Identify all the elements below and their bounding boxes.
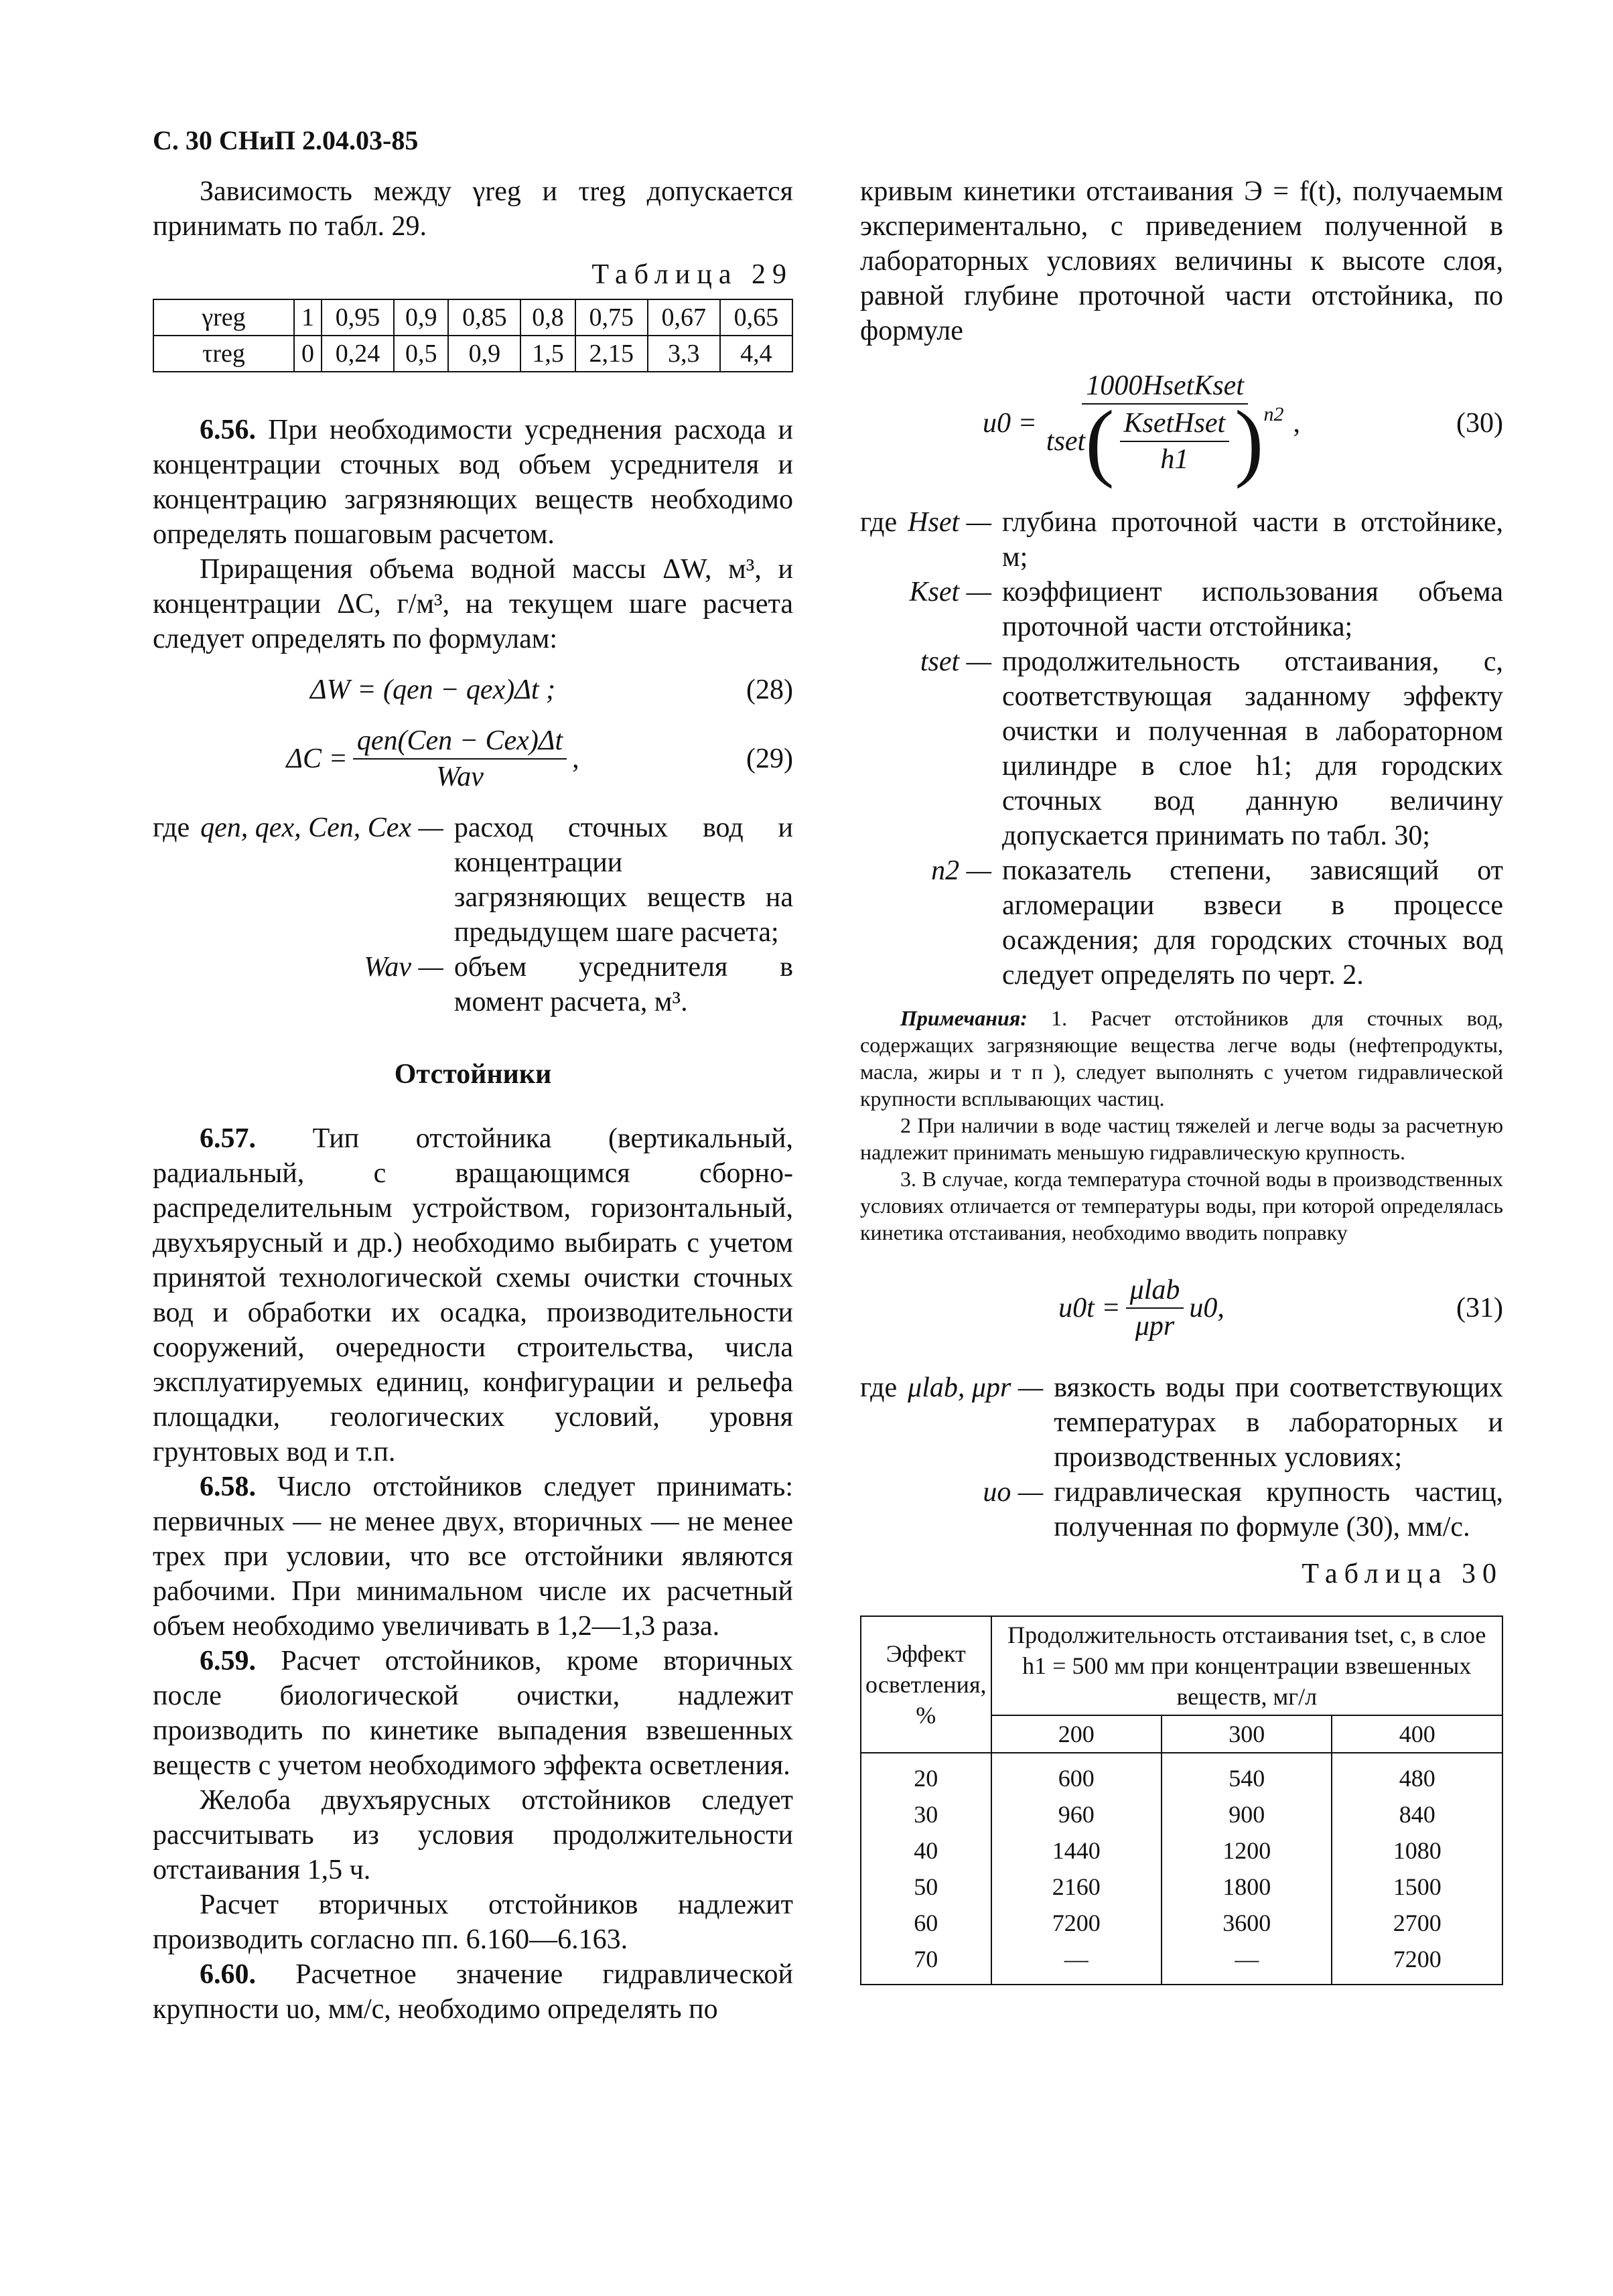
table-cell: 1800 — [1162, 1869, 1332, 1905]
table-cell: 50 — [861, 1869, 991, 1905]
table-29-cell: 0,9 — [394, 299, 448, 336]
table-cell: 900 — [1162, 1796, 1332, 1833]
table-30-conc: 400 — [1332, 1715, 1502, 1753]
clause-number: 6.57. — [200, 1123, 256, 1154]
clause-text: Число отстойников следует принимать: первичных — не менее двух, вторичных — не менее трех при условии, что все отстойники являются рабочими. При минимальном числе их расчетный объем необходимо увеличивать в 1,2—1,3 раза. — [153, 1472, 794, 1642]
where-description: глубина проточной части в отстойнике, м; — [1002, 507, 1503, 573]
clause-text: При необходимости усреднения расхода и концентрации сточных вод объем усреднителя и концентрацию загрязняющих веществ необходимо определять пошаговым расчетом. — [153, 415, 793, 550]
where-symbol: uо — — [983, 1477, 1044, 1508]
table-29-cell: 0 — [294, 336, 322, 372]
note-1 — [860, 1005, 1503, 1112]
table-cell: — — [991, 1941, 1162, 1985]
where-description: вязкость воды при соответствующих температурах в лабораторных и производственных условиях; — [1054, 1372, 1503, 1473]
formula-31-denominator: μpr — [1135, 1311, 1175, 1342]
where-description: гидравлическая крупность частиц, полученная по формуле (30), мм/с. — [1054, 1477, 1503, 1542]
formula-29-lhs: ΔC = — [286, 743, 348, 774]
where-symbol: tset — — [920, 646, 991, 677]
clause-number: 6.59. — [200, 1646, 256, 1676]
table-cell: 600 — [991, 1753, 1162, 1796]
notes-block — [860, 1005, 1503, 1246]
paragraph-6-58 — [153, 1469, 793, 1644]
table-cell: 3600 — [1162, 1905, 1332, 1941]
formula-29 — [153, 723, 793, 794]
table-cell: 2160 — [991, 1869, 1162, 1905]
formula-31 — [860, 1273, 1503, 1344]
paragraph-6-57 — [153, 1121, 793, 1469]
note-2: 2 При наличии в воде частиц тяжелей и легче воды за расчетную надлежит принимать меньшую гидравлическую крупность. — [860, 1113, 1503, 1164]
notes-label: Примечания: — [900, 1006, 1028, 1030]
table-30-head-duration: Продолжительность отстаивания tset, с, в слое h1 = 500 мм при концентрации взвешенных веществ, мг/л — [991, 1616, 1502, 1715]
formula-31-number: (31) — [1456, 1293, 1503, 1323]
paragraph-6-56-b: Приращения объема водной массы ΔW, м³, и концентрации ΔC, г/м³, на текущем шаге расчета следует определять по формулам: — [153, 554, 793, 654]
table-29-cell: 1 — [294, 299, 322, 336]
table-row — [861, 1869, 1502, 1905]
where-symbol: qen, qex, Cen, Cex — — [200, 812, 443, 843]
where-lead: где — [860, 507, 898, 538]
table-29-cell: 0,67 — [648, 299, 720, 336]
formula-30-den-t: tset — [1046, 426, 1086, 457]
where-description: показатель степени, зависящий от агломерации взвеси в процессе осаждения; для городских сточных вод следует определять по черт. 2. — [1002, 855, 1503, 991]
formula-30-denominator — [1042, 393, 1288, 490]
where-block-31 — [860, 1370, 1503, 1545]
table-29-cell: 0,24 — [322, 336, 394, 372]
table-30-conc: 300 — [1162, 1715, 1332, 1753]
page-header: С. 30 СНиП 2.04.03-85 — [153, 125, 419, 155]
where-lead: где — [153, 812, 190, 843]
table-29-cell: 0,85 — [448, 299, 520, 336]
close-paren: ) — [1235, 393, 1264, 490]
formula-30-lhs: u0 = — [983, 408, 1037, 439]
clause-text: Расчетное значение гидравлической крупности uо, мм/с, необходимо определять по — [153, 1959, 793, 2025]
right-column — [860, 174, 1503, 1985]
table-29-cell: 0,75 — [575, 299, 648, 336]
table-cell: 1440 — [991, 1833, 1162, 1869]
formula-28-number: (28) — [746, 674, 793, 705]
table-row — [861, 1833, 1502, 1869]
table-29-cell: 4,4 — [720, 336, 792, 372]
table-29-cell: 0,8 — [520, 299, 575, 336]
table-cell: 540 — [1162, 1753, 1332, 1796]
formula-30-inner-numerator: KsetHset — [1120, 406, 1230, 442]
formula-31-numerator: μlab — [1126, 1273, 1184, 1309]
table-cell: 40 — [861, 1833, 991, 1869]
note-text: 1. Расчет отстойников для сточных вод, содержащих загрязняющие вещества легче воды (нефтепродукты, масла, жиры и т п ), следует выполнять с учетом гидравлической крупности всплывающих частиц. — [860, 1006, 1504, 1110]
intro-paragraph: Зависимость между γreg и τreg допускается принимать по табл. 29. — [153, 176, 793, 242]
open-paren: ( — [1085, 393, 1115, 490]
left-column — [153, 174, 793, 2027]
table-cell: 30 — [861, 1796, 991, 1833]
table-row — [861, 1753, 1502, 1796]
formula-29-numerator: qen(Cen − Cex)Δt — [353, 723, 567, 760]
where-description: продолжительность отстаивания, с, соответствующая заданному эффекту очистки и полученная в лабораторном цилиндре в слое h1; для городских сточных вод данную величину допускается принимать по табл. 30; — [1002, 646, 1503, 851]
paragraph-6-60 — [153, 1957, 793, 2027]
table-30-header-row — [861, 1616, 1502, 1715]
table-row — [861, 1941, 1502, 1985]
table-cell: 2700 — [1332, 1905, 1502, 1941]
table-29-cell: 0,5 — [394, 336, 448, 372]
table-row — [861, 1796, 1502, 1833]
formula-30 — [860, 368, 1503, 490]
clause-number: 6.58. — [200, 1472, 256, 1502]
table-29-row-gamma — [153, 299, 792, 336]
clause-number: 6.56. — [200, 415, 256, 445]
formula-29-denominator: Wav — [436, 762, 484, 792]
paragraph-6-59-c: Расчет вторичных отстойников надлежит производить согласно пп. 6.160—6.163. — [153, 1889, 793, 1955]
table-cell: 70 — [861, 1941, 991, 1985]
formula-30-exponent: n2 — [1263, 403, 1284, 425]
table-cell: 7200 — [1332, 1941, 1502, 1985]
table-cell: 840 — [1332, 1796, 1502, 1833]
table-cell: 20 — [861, 1753, 991, 1796]
table-cell: 960 — [991, 1796, 1162, 1833]
where-description: расход сточных вод и концентрации загрязняющих веществ на предыдущем шаге расчета; — [453, 812, 793, 948]
formula-31-tail: u0, — [1189, 1293, 1224, 1323]
table-30-conc: 200 — [991, 1715, 1162, 1753]
formula-31-fraction — [1126, 1273, 1184, 1344]
table-cell: 1080 — [1332, 1833, 1502, 1869]
table-29-cell: 0,95 — [322, 299, 394, 336]
paragraph-6-59-b: Желоба двухъярусных отстойников следует рассчитывать из условия продолжительности отстаивания 1,5 ч. — [153, 1785, 793, 1885]
table-29-cell: 1,5 — [520, 336, 575, 372]
table-29-cell: 3,3 — [648, 336, 720, 372]
table-cell: 7200 — [991, 1905, 1162, 1941]
table-row — [861, 1905, 1502, 1941]
note-3: 3. В случае, когда температура сточной воды в производственных условиях отличается от температуры воды, при которой определялась кинетика отстаивания, необходимо вводить поправку — [860, 1167, 1503, 1244]
formula-30-inner-fraction — [1120, 406, 1230, 477]
where-symbol: n2 — — [931, 855, 991, 886]
clause-number: 6.60. — [200, 1959, 256, 1990]
formula-30-number: (30) — [1456, 408, 1503, 439]
where-block-30 — [860, 505, 1503, 993]
table-29-cell: 0,9 — [448, 336, 520, 372]
table-29-head-gamma: γreg — [153, 299, 294, 336]
table-cell: 480 — [1332, 1753, 1502, 1796]
formula-30-numerator: 1000HsetKset — [1082, 368, 1248, 405]
table-29-cell: 2,15 — [575, 336, 648, 372]
formula-30-tail: , — [1293, 408, 1300, 439]
table-29 — [153, 299, 793, 372]
table-29-row-tau — [153, 336, 792, 372]
where-description: объем усреднителя в момент расчета, м³. — [453, 952, 793, 1017]
table-29-caption: Таблица 29 — [591, 259, 793, 290]
table-30 — [860, 1616, 1503, 1985]
formula-31-lhs: u0t = — [1058, 1293, 1121, 1323]
formula-30-fraction — [1042, 368, 1288, 490]
formula-28-expr: ΔW = (qen − qex)Δt ; — [309, 674, 556, 705]
formula-30-inner-denominator: h1 — [1160, 444, 1189, 475]
paragraph-6-56 — [153, 413, 793, 552]
table-cell: 1200 — [1162, 1833, 1332, 1869]
where-symbol: Wav — — [364, 952, 443, 983]
table-cell: — — [1162, 1941, 1332, 1985]
clause-text: Тип отстойника (вертикальный, радиальный, с вращающимся сборно-распределительным устройством, горизонтальный, двухъярусный и др.) необходимо выбирать с учетом принятой технологической схемы очистки сточных вод и обработки их осадка, производительности сооружений, очередности строительства, числа эксплуатируемых единиц, конфигурации и рельефа площадки, геологических условий, уровня грунтовых вод и т.п. — [153, 1123, 793, 1467]
formula-29-fraction — [353, 723, 567, 794]
formula-28 — [153, 672, 793, 707]
where-symbol: Kset — — [909, 577, 991, 607]
where-lead: где — [860, 1372, 898, 1403]
table-30-head-effect: Эффект осветления, % — [861, 1616, 991, 1753]
where-block-29 — [153, 810, 793, 1019]
table-cell: 60 — [861, 1905, 991, 1941]
table-cell: 1500 — [1332, 1869, 1502, 1905]
where-symbol: μlab, μpr — — [908, 1372, 1044, 1403]
clause-text: Расчет отстойников, кроме вторичных после биологической очистки, надлежит производить по кинетике выпадения взвешенных веществ с учетом необходимого эффекта осветления. — [153, 1646, 794, 1781]
table-29-cell: 0,65 — [720, 299, 792, 336]
formula-29-number: (29) — [746, 743, 793, 774]
formula-29-tail: , — [572, 743, 579, 774]
section-title: Отстойники — [394, 1059, 552, 1090]
continuation-paragraph: кривым кинетики отстаивания Э = f(t), получаемым экспериментально, с приведением полученной в лабораторных условиях величины к высоте слоя, равной глубине проточной части отстойника, по формуле — [860, 176, 1503, 346]
where-symbol: Hset — — [908, 507, 991, 538]
table-29-head-tau: τreg — [153, 336, 294, 372]
where-description: коэффициент использования объема проточной части отстойника; — [1002, 577, 1503, 642]
table-30-caption: Таблица 30 — [1302, 1559, 1503, 1589]
paragraph-6-59 — [153, 1644, 793, 1783]
